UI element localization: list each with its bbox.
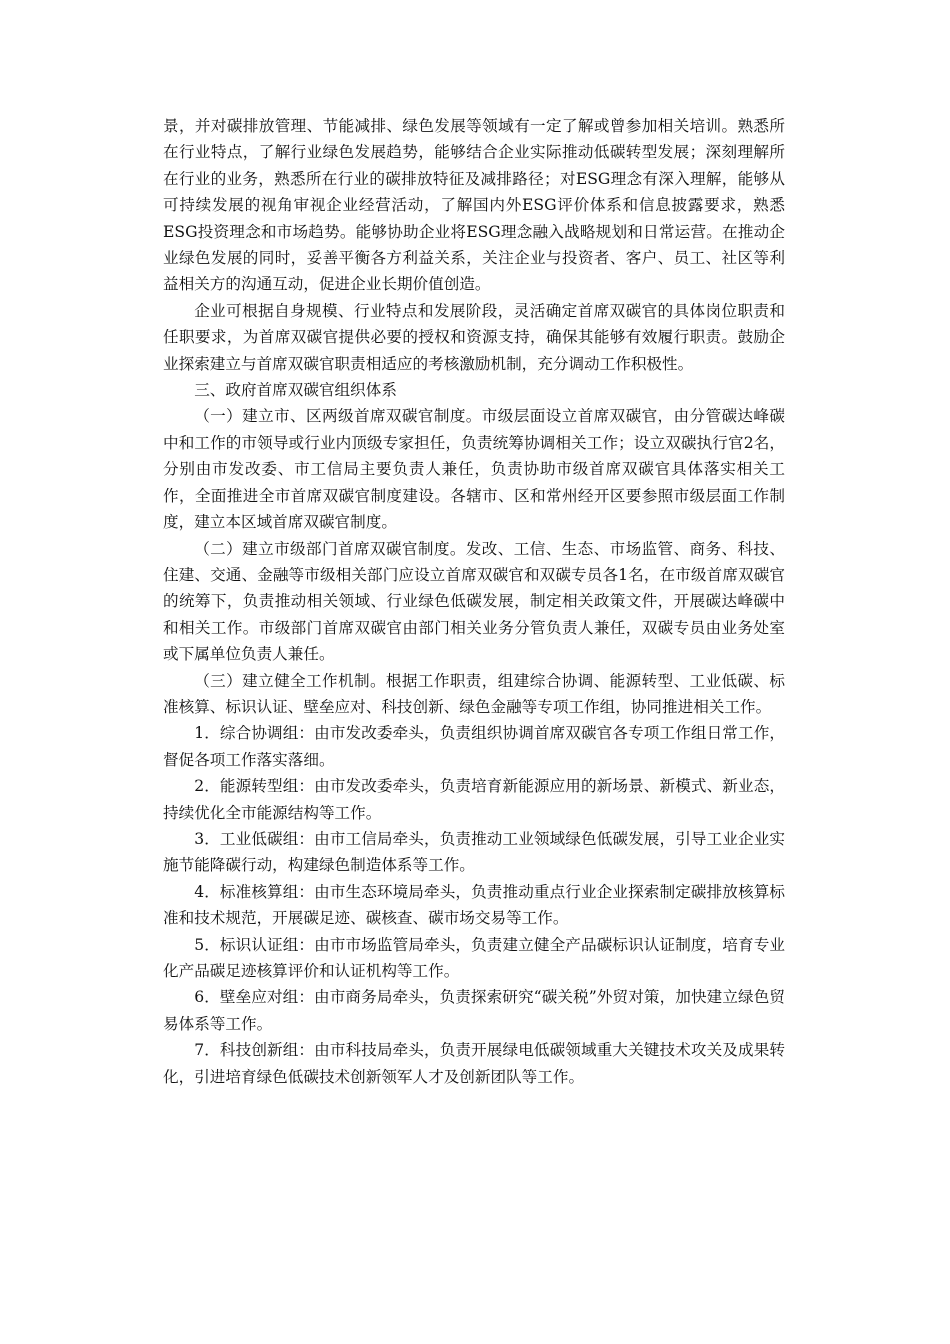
document-page [163, 113, 785, 1090]
list-item-trade-barrier-group: 6．壁垒应对组：由市商务局牵头，负责探索研究“碳关税”外贸对策，加快建立绿色贸易体系等工作。 [163, 988, 785, 1033]
paragraph-department-system: （二）建立市级部门首席双碳官制度。发改、工信、生态、市场监管、商务、科技、住建、交通、金融等市级相关部门应设立首席双碳官和双碳专员各1名，在市级首席双碳官的统筹下，负责推动相关领域、行业绿色低碳发展，制定相关政策文件，开展碳达峰碳中和相关工作。市级部门首席双碳官由部门相关业务分管负责人兼任，双碳专员由业务处室或下属单位负责人兼任。 [163, 539, 785, 664]
list-item-tech-innovation-group: 7．科技创新组：由市科技局牵头，负责开展绿电低碳领域重大关键技术攻关及成果转化，引进培育绿色低碳技术创新领军人才及创新团队等工作。 [163, 1041, 785, 1086]
paragraph-city-district-system: （一）建立市、区两级首席双碳官制度。市级层面设立首席双碳官，由分管碳达峰碳中和工作的市领导或行业内顶级专家担任，负责统筹协调相关工作；设立双碳执行官2名，分别由市发改委、市工信局主要负责人兼任，负责协助市级首席双碳官具体落实相关工作，全面推进全市首席双碳官制度建设。各辖市、区和常州经开区要参照市级层面工作制度，建立本区域首席双碳官制度。 [163, 407, 785, 532]
list-item-certification-group: 5．标识认证组：由市市场监管局牵头，负责建立健全产品碳标识认证制度，培育专业化产品碳足迹核算评价和认证机构等工作。 [163, 935, 785, 980]
paragraph-enterprise-flexibility: 企业可根据自身规模、行业特点和发展阶段，灵活确定首席双碳官的具体岗位职责和任职要求，为首席双碳官提供必要的授权和资源支持，确保其能够有效履行职责。鼓励企业探索建立与首席双碳官职责相适应的考核激励机制，充分调动工作积极性。 [163, 301, 785, 373]
paragraph-work-mechanism: （三）建立健全工作机制。根据工作职责，组建综合协调、能源转型、工业低碳、标准核算、标识认证、壁垒应对、科技创新、绿色金融等专项工作组，协同推进相关工作。 [163, 671, 785, 716]
list-item-industry-group: 3．工业低碳组：由市工信局牵头，负责推动工业领域绿色低碳发展，引导工业企业实施节能降碳行动，构建绿色制造体系等工作。 [163, 829, 785, 875]
paragraph-esg-qualifications: 景，并对碳排放管理、节能减排、绿色发展等领域有一定了解或曾参加相关培训。熟悉所在行业特点，了解行业绿色发展趋势，能够结合企业实际推动低碳转型发展；深刻理解所在行业的业务，熟悉所在行业的碳排放特征及减排路径；对ESG理念有深入理解，能够从可持续发展的视角审视企业经营活动，了解国内外ESG评价体系和信息披露要求，熟悉ESG投资理念和市场趋势。能够协助企业将ESG理念融入战略规划和日常运营。在推动企业绿色发展的同时，妥善平衡各方利益关系，关注企业与投资者、客户、员工、社区等利益相关方的沟通互动，促进企业长期价值创造。 [163, 117, 785, 294]
list-item-coordination-group: 1．综合协调组：由市发改委牵头，负责组织协调首席双碳官各专项工作组日常工作，督促各项工作落实落细。 [163, 724, 785, 769]
section-heading-government-system: 三、政府首席双碳官组织体系 [194, 381, 397, 400]
list-item-energy-group: 2．能源转型组：由市发改委牵头，负责培育新能源应用的新场景、新模式、新业态，持续优化全市能源结构等工作。 [163, 777, 785, 822]
list-item-standards-group: 4．标准核算组：由市生态环境局牵头，负责推动重点行业企业探索制定碳排放核算标准和技术规范，开展碳足迹、碳核查、碳市场交易等工作。 [163, 882, 785, 928]
